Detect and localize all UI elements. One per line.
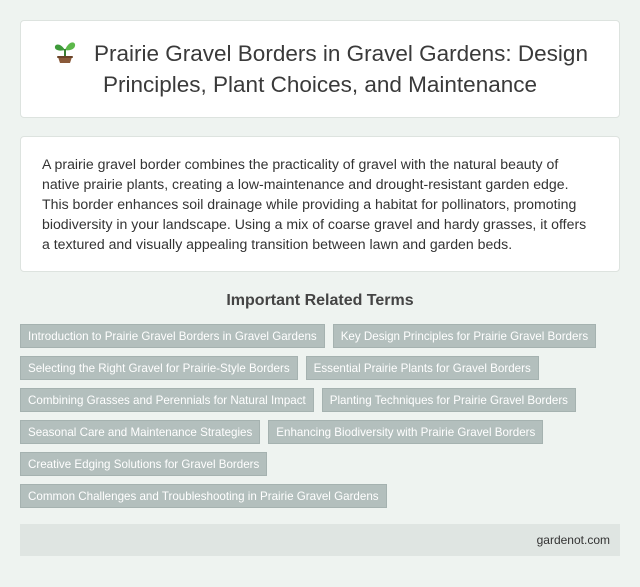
related-term-tag[interactable]: Seasonal Care and Maintenance Strategies [20,420,260,444]
related-term-tag[interactable]: Selecting the Right Gravel for Prairie-Style Borders [20,356,298,380]
intro-card [20,136,620,272]
related-term-tag[interactable]: Introduction to Prairie Gravel Borders in Gravel Gardens [20,324,325,348]
page-title-text: Prairie Gravel Borders in Gravel Gardens: Design Principles, Plant Choices, and Maintenance [94,41,588,97]
related-term-tag[interactable]: Common Challenges and Troubleshooting in Prairie Gravel Gardens [20,484,387,508]
related-terms-list [20,324,624,508]
related-term-tag[interactable]: Enhancing Biodiversity with Prairie Gravel Borders [268,420,543,444]
footer-site[interactable]: gardenot.com [536,533,610,547]
related-term-tag[interactable]: Creative Edging Solutions for Gravel Borders [20,452,267,476]
title-card [20,20,620,118]
page-title [45,38,595,100]
intro-paragraph: A prairie gravel border combines the practicality of gravel with the natural beauty of native prairie plants, creating a low-maintenance and drought-resistant garden edge. This border enhances soil drainage while providing a habitat for pollinators, promoting biodiversity in your landscape. Using a mix of coarse gravel and hardy grasses, it offers a textured and visually appealing transition between lawn and garden beds. [42,156,587,252]
related-term-tag[interactable]: Essential Prairie Plants for Gravel Borders [306,356,539,380]
related-term-tag[interactable]: Key Design Principles for Prairie Gravel Borders [333,324,596,348]
sprout-icon [52,38,78,64]
footer [20,524,620,556]
related-term-tag[interactable]: Planting Techniques for Prairie Gravel Borders [322,388,576,412]
related-term-tag[interactable]: Combining Grasses and Perennials for Natural Impact [20,388,314,412]
related-terms-heading: Important Related Terms [226,292,414,309]
